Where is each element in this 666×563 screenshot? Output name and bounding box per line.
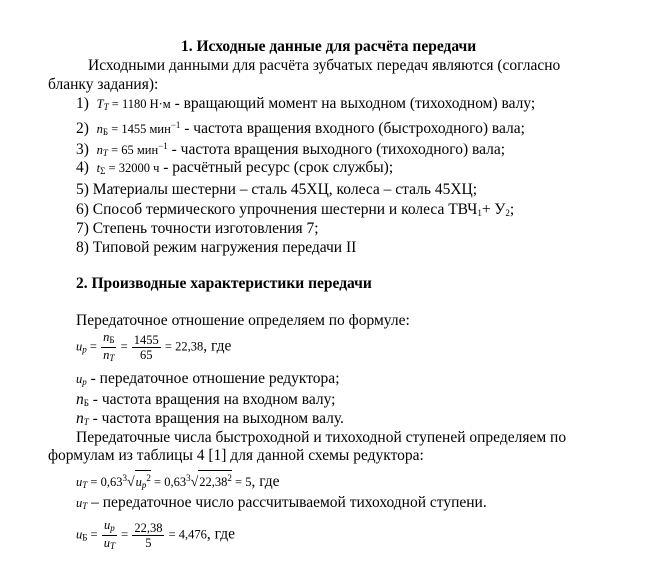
list-item-7: 7) Степень точности изготовления 7; [76, 220, 319, 237]
list-item-4: 4) $t_\Sigma = 32000$ ч - расчётный ресурс (срок службы); [76, 159, 394, 176]
section2-title: 2. Производные характеристики передачи [76, 275, 372, 292]
gear-text-line-1: Передаточные числа быстроходной и тихоходной ступеней определяем по [76, 429, 567, 446]
formula-ub: $u_Б$ = $\frac{u_p}{u_T}$ = $\frac{22,38}{5}$ = 4,476, где [76, 518, 235, 551]
gear-text-line-2: формулам из таблицы 4 [1] для данной схемы редуктора: [48, 447, 424, 464]
intro-line-2: бланку задания): [48, 76, 159, 93]
section1-title: 1. Исходные данные для расчёта передачи [181, 38, 477, 55]
definition-nb: $n_Б$ - частота вращения на входном валу; [76, 391, 336, 408]
list-item-5: 5) Материалы шестерни – сталь 45ХЦ, колеса – сталь 45ХЦ; [76, 181, 478, 198]
definition-nt: $n_T$ - частота вращения на выходном валу. [76, 410, 344, 427]
definition-up: $u_p$ - передаточное отношение редуктора; [76, 370, 340, 387]
ratio-intro: Передаточное отношение определяем по формуле: [76, 312, 410, 329]
formula-ut: $u_T = 0,63^3√u_p^2 = 0,63^3√22,38^2 = 5$, где [76, 467, 280, 496]
intro-line-1: Исходными данными для расчёта зубчатых передач являются (согласно [88, 57, 561, 74]
definition-ut: $u_T$ – передаточное число рассчитываемой тихоходной ступени. [76, 494, 487, 511]
list-item-2: 2) $n_Б = 1455$ мин$^{-1}$ - частота вращения входного (быстроходного) вала; [76, 120, 525, 137]
list-item-3: 3) $n_T = 65$ мин$^{-1}$ - частота вращения выходного (тихоходного) вала; [76, 141, 506, 158]
list-item-6: 6) Способ термического упрочнения шестерни и колеса $ТВЧ_1+ У_2$; [76, 201, 515, 218]
list-item-8: 8) Типовой режим нагружения передачи II [76, 239, 357, 256]
formula-ratio: $u_p$ = $\frac{n_Б}{n_T}$ = $\frac{1455}{65}$ = 22,38, где [76, 330, 232, 363]
list-item-1: 1) $T_T = 1180$ Н·м - вращающий момент на выходном (тихоходном) валу; [76, 95, 536, 112]
